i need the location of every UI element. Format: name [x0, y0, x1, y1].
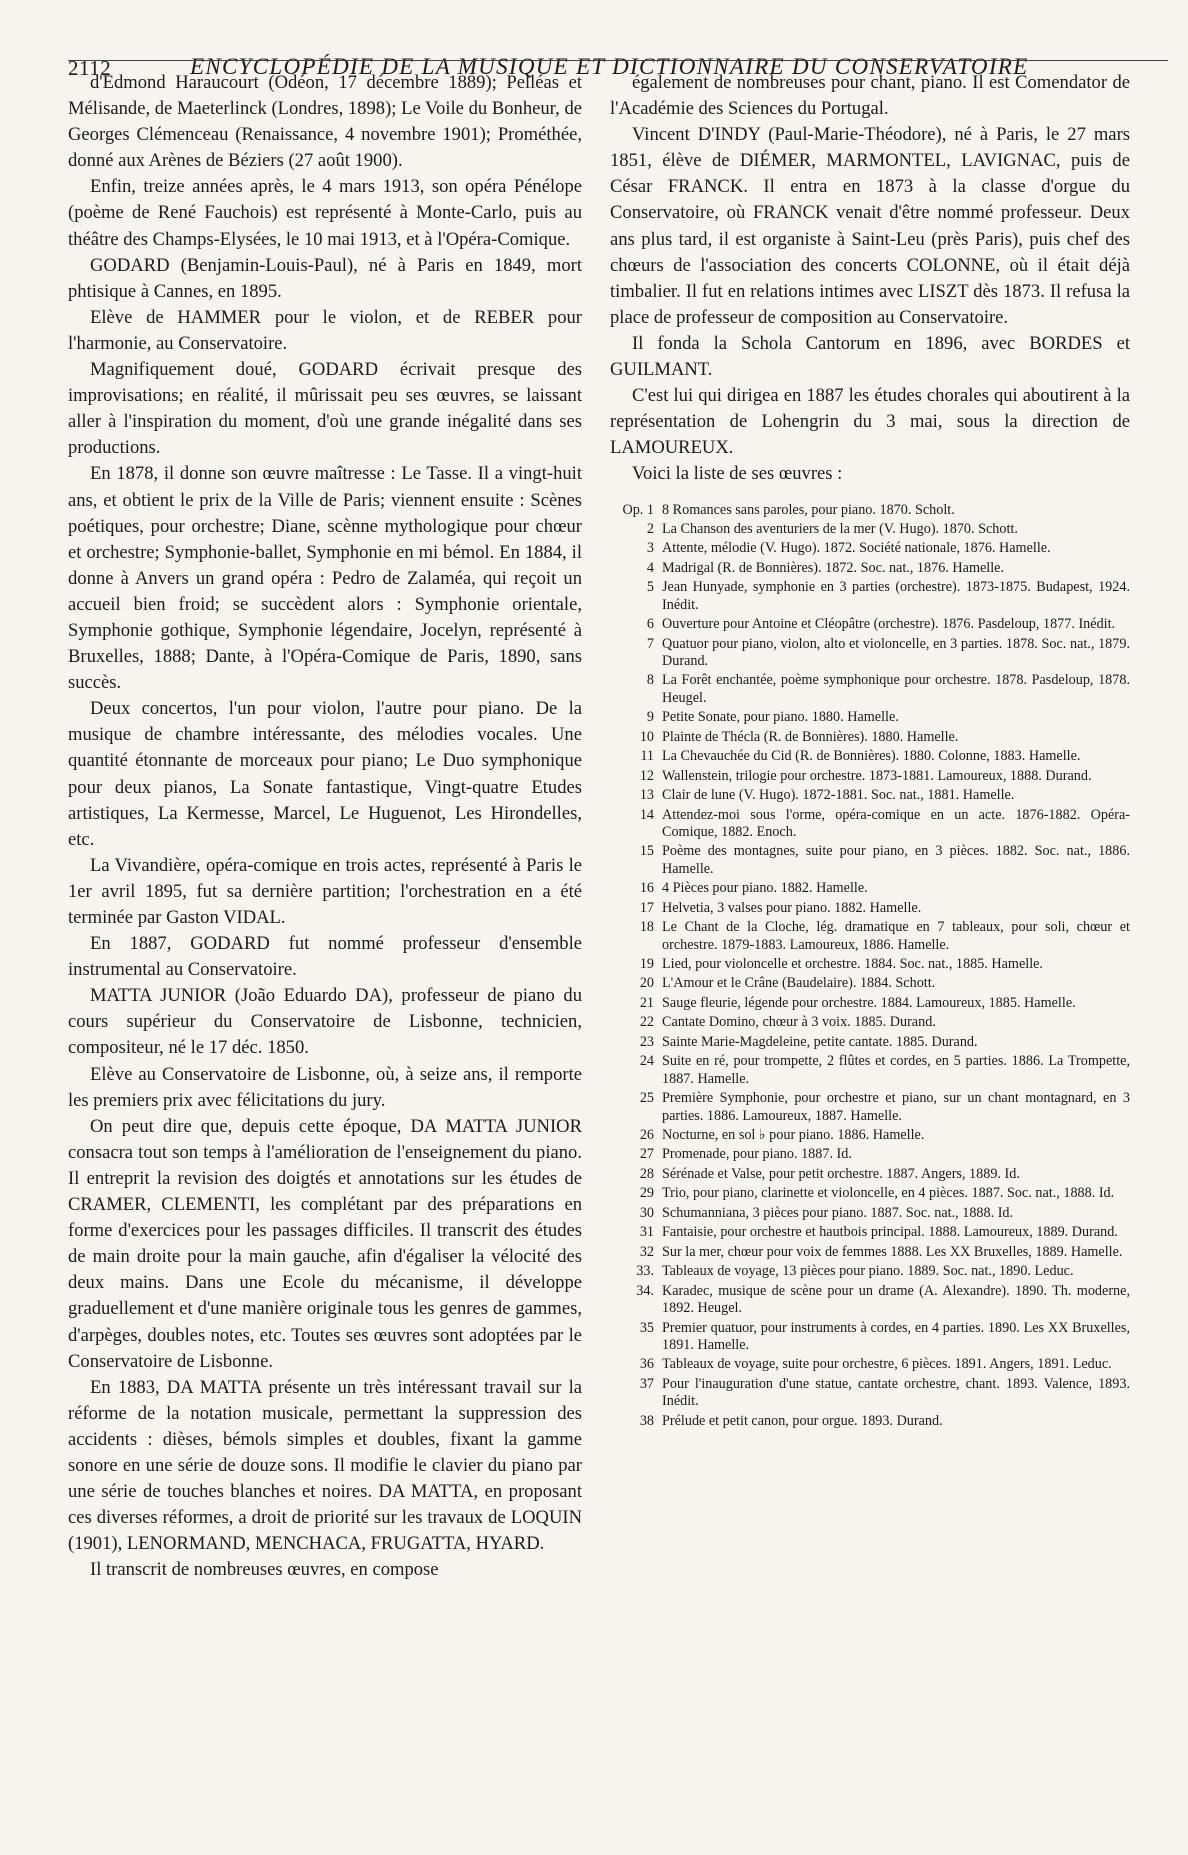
- work-number: 16: [639, 880, 654, 897]
- work-description: Attendez-moi sous l'orme, opéra-comique en un acte. 1876-1882. Opéra-Comique, 1882. Enoch.: [662, 806, 1130, 840]
- work-description: Tableaux de voyage, suite pour orchestre, 6 pièces. 1891. Angers, 1891. Leduc.: [662, 1356, 1112, 1373]
- work-description: Petite Sonate, pour piano. 1880. Hamelle.: [662, 709, 899, 726]
- work-number: 37: [639, 1375, 654, 1392]
- work-entry: [610, 1185, 1130, 1202]
- work-number: 23: [639, 1033, 654, 1050]
- work-number: 15: [639, 843, 654, 860]
- work-number: 13: [639, 787, 654, 804]
- work-number: 22: [639, 1014, 654, 1031]
- right-column-paragraphs: [610, 70, 1130, 488]
- work-entry: [610, 880, 1130, 897]
- work-entry: [610, 900, 1130, 917]
- work-description: Helvetia, 3 valses pour piano. 1882. Hamelle.: [662, 899, 922, 916]
- work-description: Nocturne, en sol ♭ pour piano. 1886. Hamelle.: [662, 1126, 925, 1143]
- work-entry: [610, 1413, 1130, 1430]
- work-entry: [610, 1014, 1130, 1031]
- work-description: Le Chant de la Cloche, lég. dramatique en 7 tableaux, pour soli, chœur et orchestre. 1879-1883. Lamoureux, 1886. Hamelle.: [662, 919, 1130, 953]
- work-description: Wallenstein, trilogie pour orchestre. 1873-1881. Lamoureux, 1888. Durand.: [662, 767, 1092, 784]
- work-description: Pour l'inauguration d'une statue, cantate orchestre, chant. 1893. Valence, 1893. Inédit.: [662, 1375, 1130, 1410]
- work-number: 7: [646, 635, 654, 652]
- work-number: Op. 1: [622, 501, 654, 518]
- work-entry: [610, 1127, 1130, 1144]
- work-description: Cantate Domino, chœur à 3 voix. 1885. Durand.: [662, 1014, 936, 1031]
- work-description: Clair de lune (V. Hugo). 1872-1881. Soc. nat., 1881. Hamelle.: [662, 787, 1015, 804]
- work-entry: [610, 1263, 1130, 1280]
- work-number: 21: [639, 994, 654, 1011]
- work-entry: [610, 1166, 1130, 1183]
- paragraph: La Vivandière, opéra-comique en trois actes, représenté à Paris le 1er avril 1895, fut sa dernière partition; l'orchestration en a été terminée par Gaston VIDAL.: [68, 854, 582, 928]
- running-title: ENCYCLOPÉDIE DE LA MUSIQUE ET DICTIONNAIRE DU CONSERVATOIRE: [190, 54, 1029, 79]
- work-description: Ouverture pour Antoine et Cléopâtre (orchestre). 1876. Pasdeloup, 1877. Inédit.: [662, 616, 1116, 633]
- work-description: Lied, pour violoncelle et orchestre. 1884. Soc. nat., 1885. Hamelle.: [662, 956, 1043, 972]
- work-entry: [610, 521, 1130, 538]
- work-description: La Chanson des aventuriers de la mer (V. Hugo). 1870. Schott.: [662, 520, 1018, 537]
- work-entry: [610, 975, 1130, 992]
- work-description: Fantaisie, pour orchestre et hautbois principal. 1888. Lamoureux, 1889. Durand.: [662, 1224, 1118, 1241]
- work-number: 4: [646, 559, 654, 576]
- paragraph: Vincent D'INDY (Paul-Marie-Théodore), né à Paris, le 27 mars 1851, élève de DIÉMER, MARMONTEL, LAVIGNAC, puis de César FRANCK. Il entra en 1873 à la classe d'orgue du Conservatoire, où FRANCK venait d'être nommé professeur. Deux ans plus tard, il est organiste à Saint-Leu (près Paris), puis chef des chœurs de l'association des concerts COLONNE, où il était déjà timbalier. Il fut en relations intimes avec LISZT dès 1873. Il refusa la place de professeur de composition au Conservatoire.: [610, 124, 1130, 328]
- work-entry: [610, 807, 1130, 842]
- work-number: 33.: [636, 1263, 654, 1280]
- work-number: 5: [646, 579, 654, 596]
- work-description: Promenade, pour piano. 1887. Id.: [662, 1146, 852, 1163]
- work-number: 26: [639, 1126, 654, 1143]
- work-description: La Forêt enchantée, poème symphonique pour orchestre. 1878. Pasdeloup, 1878. Heugel.: [662, 672, 1130, 706]
- work-description: Plainte de Thécla (R. de Bonnières). 1880. Hamelle.: [662, 728, 959, 745]
- work-entry: [610, 843, 1130, 878]
- work-description: Suite en ré, pour trompette, 2 flûtes et cordes, en 5 parties. 1886. La Trompette, 1887. Hamelle.: [662, 1053, 1130, 1087]
- work-number: 11: [640, 748, 654, 765]
- paragraph: On peut dire que, depuis cette époque, DA MATTA JUNIOR consacra tout son temps à l'amélioration de l'enseignement du piano. Il entreprit la revision des doigtés et annotations sur les études de CRAMER, CLEMENTI, les complétant par des préparations en forme d'exercices pour les passages difficiles. Il transcrit des études de main droite pour la main gauche, afin d'égaliser la vélocité des deux mains. Dans une Ecole du mécanisme, il développe graduellement et d'une manière originale tous les genres de gammes, d'arpèges, doubles notes, etc. Toutes ses œuvres sont adoptées par le Conservatoire de Lisbonne.: [68, 1115, 582, 1372]
- work-description: La Chevauchée du Cid (R. de Bonnières). 1880. Colonne, 1883. Hamelle.: [662, 748, 1081, 765]
- page-header: [0, 22, 1188, 80]
- work-description: 8 Romances sans paroles, pour piano. 1870. Scholt.: [662, 501, 955, 518]
- work-number: 10: [639, 728, 654, 745]
- work-entry: [610, 1205, 1130, 1222]
- paragraph: Deux concertos, l'un pour violon, l'autre pour piano. De la musique de chambre intéressante, des mélodies vocales. Une quantité étonnante de morceaux pour piano; Le Duo symphonique pour deux pianos, La Sonate fantastique, Vingt-quatre Etudes artistiques, La Kermesse, Marcel, Le Huguenot, Les Hirondelles, etc.: [68, 698, 582, 850]
- work-entry: [610, 709, 1130, 726]
- work-entry: [610, 672, 1130, 707]
- work-description: Prélude et petit canon, pour orgue. 1893. Durand.: [662, 1412, 943, 1429]
- paragraph: MATTA JUNIOR (João Eduardo DA), professeur de piano du cours supérieur du Conservatoire de Lisbonne, technicien, compositeur, né le 17 déc. 1850.: [68, 985, 582, 1059]
- work-entry: [610, 768, 1130, 785]
- paragraph: Voici la liste de ses œuvres :: [632, 463, 843, 485]
- work-entry: [610, 1320, 1130, 1355]
- work-number: 8: [646, 672, 654, 689]
- left-column: [68, 70, 582, 1845]
- work-entry: [610, 1053, 1130, 1088]
- work-description: Jean Hunyade, symphonie en 3 parties (orchestre). 1873-1875. Budapest, 1924. Inédit.: [662, 579, 1130, 613]
- paragraph: En 1887, GODARD fut nommé professeur d'ensemble instrumental au Conservatoire.: [68, 933, 582, 981]
- work-description: Tableaux de voyage, 13 pièces pour piano. 1889. Soc. nat., 1890. Leduc.: [662, 1263, 1074, 1280]
- work-entry: [610, 1376, 1130, 1411]
- work-description: Sur la mer, chœur pour voix de femmes 1888. Les XX Bruxelles, 1889. Hamelle.: [662, 1243, 1123, 1260]
- work-number: 28: [639, 1165, 654, 1182]
- work-description: Trio, pour piano, clarinette et violoncelle, en 4 pièces. 1887. Soc. nat., 1888. Id.: [662, 1185, 1115, 1202]
- work-description: Sérénade et Valse, pour petit orchestre. 1887. Angers, 1889. Id.: [662, 1165, 1020, 1182]
- work-entry: [610, 1244, 1130, 1261]
- work-description: 4 Pièces pour piano. 1882. Hamelle.: [662, 880, 868, 897]
- work-entry: [610, 579, 1130, 614]
- work-number: 35: [639, 1319, 654, 1336]
- work-description: Madrigal (R. de Bonnières). 1872. Soc. nat., 1876. Hamelle.: [662, 559, 1005, 576]
- work-description: Premier quatuor, pour instruments à cordes, en 4 parties. 1890. Les XX Bruxelles, 1891. Hamelle.: [662, 1319, 1130, 1353]
- work-description: Sauge fleurie, légende pour orchestre. 1884. Lamoureux, 1885. Hamelle.: [662, 994, 1076, 1011]
- work-entry: [610, 1356, 1130, 1373]
- work-number: 27: [639, 1146, 654, 1163]
- work-entry: [610, 919, 1130, 954]
- work-number: 31: [639, 1224, 654, 1241]
- work-number: 17: [639, 899, 654, 916]
- paragraph: également de nombreuses pour chant, piano. Il est Comendator de l'Académie des Sciences du Portugal.: [610, 72, 1130, 120]
- work-description: Schumanniana, 3 pièces pour piano. 1887. Soc. nat., 1888. Id.: [662, 1204, 1014, 1221]
- work-description: Quatuor pour piano, violon, alto et violoncelle, en 3 parties. 1878. Soc. nat., 1879. Durand.: [662, 635, 1130, 669]
- paragraph: Il fonda la Schola Cantorum en 1896, avec BORDES et GUILMANT.: [610, 332, 1130, 381]
- page-number: 2112: [68, 56, 112, 80]
- work-number: 32: [639, 1243, 654, 1260]
- work-entry: [610, 1283, 1130, 1318]
- work-number: 2: [646, 520, 654, 537]
- paragraph: Elève au Conservatoire de Lisbonne, où, à seize ans, il remporte les premiers prix avec félicitations du jury.: [68, 1063, 582, 1111]
- work-number: 24: [639, 1053, 654, 1070]
- work-entry: [610, 560, 1130, 577]
- work-number: 18: [639, 919, 654, 936]
- right-column: [610, 70, 1130, 1845]
- work-entry: [610, 636, 1130, 671]
- work-number: 29: [639, 1185, 654, 1202]
- work-entry: [610, 995, 1130, 1012]
- work-entry: [610, 540, 1130, 557]
- work-number: 3: [646, 540, 654, 557]
- work-entry: [610, 748, 1130, 765]
- work-entry: [610, 616, 1130, 633]
- paragraph: En 1883, DA MATTA présente un très intéressant travail sur la réforme de la notation musicale, permettant la suppression des accidents : dièses, bémols simples et doubles, fixant la gamme sonore en une série de douze sons. Il modifie le clavier du piano par une série de touches blanches et noires. DA MATTA, en proposant ces diverses réformes, a droit de priorité sur les travaux de LOQUIN (1901), LENORMAND, MENCHACA, FRUGATTA, HYARD.: [68, 1376, 582, 1555]
- paragraph: GODARD (Benjamin-Louis-Paul), né à Paris en 1849, mort phtisique à Cannes, en 1895.: [68, 254, 582, 302]
- paragraph: En 1878, il donne son œuvre maîtresse : Le Tasse. Il a vingt-huit ans, et obtient le prix de la Ville de Paris; viennent ensuite : Scènes poétiques, pour orchestre; Diane, scènne mythologique pour chœur et orchestre; Symphonie-ballet, Symphonie en mi bémol. En 1884, il donne à Anvers un grand opéra : Pedro de Zalaméa, qui reçoit un accueil bien froid; se succèdent alors : Symphonie orientale, Symphonie gothique, Symphonie légendaire, Jocelyn, représenté à Bruxelles, 1888; Dante, à l'Opéra-Comique de Paris, 1890, sans succès.: [68, 463, 582, 694]
- work-entry: [610, 1224, 1130, 1241]
- work-description: Attente, mélodie (V. Hugo). 1872. Société nationale, 1876. Hamelle.: [662, 540, 1051, 557]
- paragraph: Elève de HAMMER pour le violon, et de REBER pour l'harmonie, au Conservatoire.: [68, 306, 582, 354]
- work-number: 14: [639, 806, 654, 823]
- work-number: 34.: [636, 1282, 654, 1299]
- work-description: L'Amour et le Crâne (Baudelaire). 1884. Schott.: [662, 975, 936, 992]
- work-number: 12: [639, 767, 654, 784]
- paragraph: Il transcrit de nombreuses œuvres, en compose: [90, 1559, 439, 1581]
- work-entry: [610, 787, 1130, 804]
- work-description: Poème des montagnes, suite pour piano, en 3 pièces. 1882. Soc. nat., 1886. Hamelle.: [662, 843, 1130, 877]
- work-number: 20: [639, 975, 654, 992]
- header-rule: [68, 60, 1168, 61]
- work-entry: [610, 1034, 1130, 1051]
- work-description: Karadec, musique de scène pour un drame (A. Alexandre). 1890. Th. moderne, 1892. Heugel.: [662, 1282, 1130, 1317]
- work-number: 19: [639, 956, 654, 972]
- work-number: 25: [639, 1090, 654, 1107]
- work-entry: [610, 502, 1130, 519]
- work-number: 6: [646, 616, 654, 633]
- paragraph: d'Edmond Haraucourt (Odéon, 17 décembre 1889); Pelléas et Mélisande, de Maeterlinck (Londres, 1898); Le Voile du Bonheur, de Georges Clémenceau (Renaissance, 4 novembre 1901); Prométhée, donné aux Arènes de Béziers (27 août 1900).: [68, 72, 582, 172]
- work-entry: [610, 1090, 1130, 1125]
- work-number: 38: [639, 1412, 654, 1429]
- work-description: Sainte Marie-Magdeleine, petite cantate. 1885. Durand.: [662, 1033, 978, 1050]
- work-number: 36: [639, 1356, 654, 1373]
- paragraph: Enfin, treize années après, le 4 mars 1913, son opéra Pénélope (poème de René Fauchois) est représenté à Monte-Carlo, puis au théâtre des Champs-Elysées, le 10 mai 1913, et à l'Opéra-Comique.: [68, 176, 582, 250]
- work-entry: [610, 1146, 1130, 1163]
- work-entry: [610, 956, 1130, 973]
- work-entry: [610, 729, 1130, 746]
- work-number: 30: [639, 1204, 654, 1221]
- work-number: 9: [646, 709, 654, 726]
- work-description: Première Symphonie, pour orchestre et piano, sur un chant montagnard, en 3 parties. 1886. Lamoureux, 1887. Hamelle.: [662, 1090, 1130, 1124]
- works-list: [610, 502, 1130, 1430]
- paragraph: C'est lui qui dirigea en 1887 les études chorales qui aboutirent à la représentation de Lohengrin du 3 mai, sous la direction de LAMOUREUX.: [610, 385, 1130, 459]
- paragraph: Magnifiquement doué, GODARD écrivait presque des improvisations; en réalité, il mûrissait peu ses œuvres, se laissant aller à l'inspiration du moment, d'où une grande inégalité dans ses productions.: [68, 359, 582, 459]
